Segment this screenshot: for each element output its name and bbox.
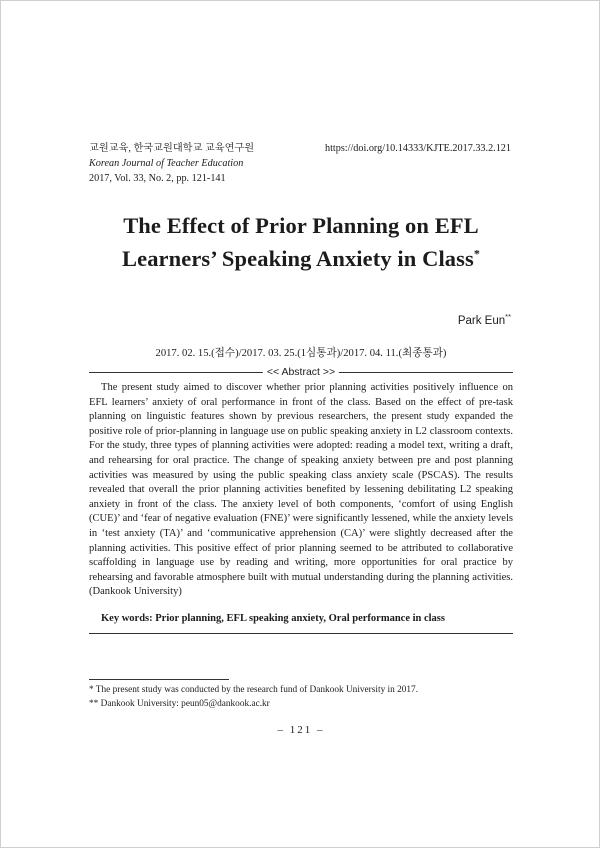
author-footnote-mark[interactable]: ** (505, 312, 511, 321)
title-line-2-text: Learners’ Speaking Anxiety in Class (122, 246, 474, 271)
journal-header (89, 141, 254, 186)
abstract-heading-label: << Abstract >> (263, 365, 339, 379)
abstract-text: The present study aimed to discover whether prior planning activities positively influence on EFL learners’ anxiety of oral performance in front of the class. Based on the effect of pre-task planning on linguistic features shown by previous researchers, the present study expanded the positive role of prior-planning in language use on public speaking anxiety in L2 classroom contexts. For the study, three types of planning activities were adopted: reading a model text, writing a draft, and rehearsing for oral practice. The change of speaking anxiety between pre and post planning activities was measured by using the public speaking class anxiety scale (PSCAS). The results revealed that overall the prior planning activities benefited by lessening debilitating L2 speaking anxiety in front of the class. The anxiety level of both components, ‘comfort of using English (CUE)’ and ‘fear of negative evaluation (FNE)’ were significantly lessened, while the anxiety levels in ‘test anxiety (TA)’ and ‘communicative apprehension (CA)’ were slightly decreased after the planning activities. This positive effect of prior planning seemed to be attributed to collaborative scaffolding in language use by reading and writing, more opportunities for oral practice by rehearsing and favorable atmosphere built with mutual understanding during the planning activities. (Dankook University) (89, 382, 513, 598)
publisher-line: 교원교육, 한국교원대학교 교육연구원 (89, 143, 255, 154)
footnotes (89, 683, 418, 711)
review-dates: 2017. 02. 15.(접수)/2017. 03. 25.(1심통과)/2017. 04. 11.(최종통과) (155, 348, 447, 359)
doi-link[interactable]: https://doi.org/10.14333/KJTE.2017.33.2.121 (324, 143, 511, 154)
title-line-2 (61, 242, 541, 275)
journal-name: Korean Journal of Teacher Education (89, 158, 244, 169)
author-name (458, 312, 511, 327)
volume-info: 2017, Vol. 33, No. 2, pp. 121-141 (89, 173, 226, 184)
footnote-divider (89, 679, 229, 680)
title-footnote-mark[interactable]: * (473, 246, 480, 261)
paper-title (61, 209, 541, 275)
title-line-1: The Effect of Prior Planning on EFL (123, 213, 479, 238)
author-name-text: Park Eun (457, 314, 506, 327)
abstract-heading (89, 365, 513, 379)
page-number: – 121 – (277, 724, 325, 736)
keywords-divider (89, 633, 513, 634)
footnote-1: * The present study was conducted by the research fund of Dankook University in 2017. (89, 685, 419, 695)
keywords: Key words: Prior planning, EFL speaking anxiety, Oral performance in class (101, 613, 445, 624)
footnote-2: ** Dankook University: peun05@dankook.ac.kr (89, 699, 270, 709)
